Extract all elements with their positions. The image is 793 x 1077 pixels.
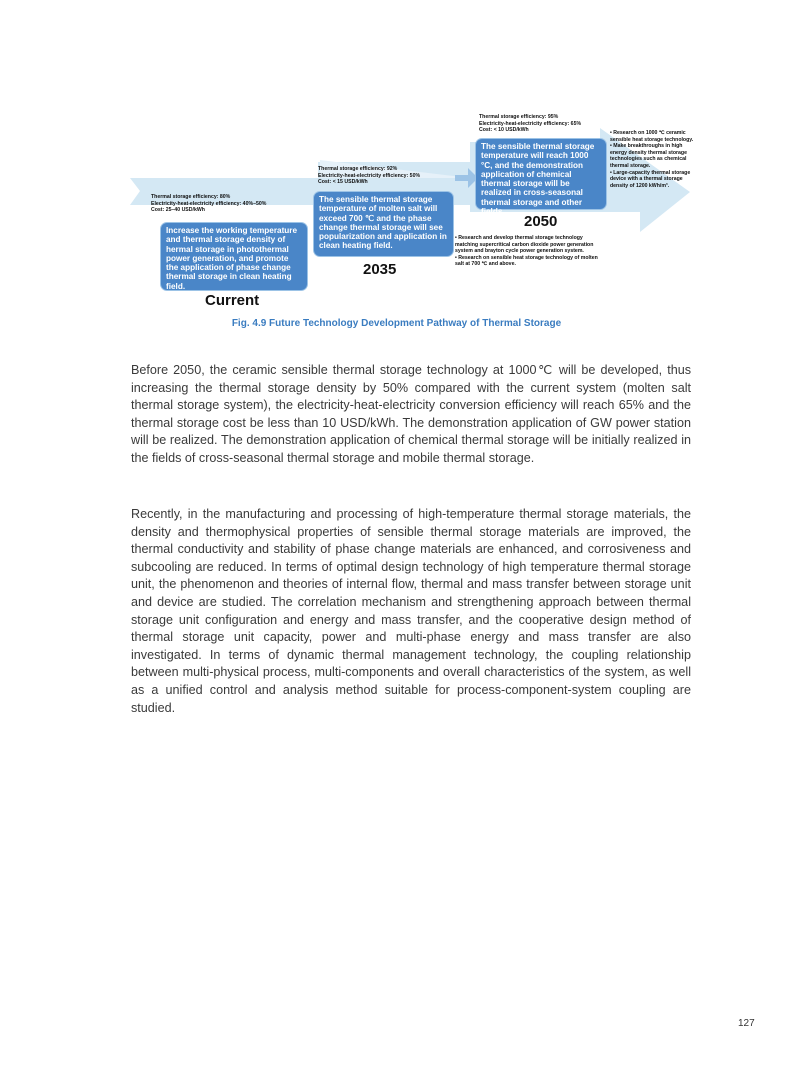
2035-label: 2035 <box>363 261 397 278</box>
bullet-item: • Make breakthroughs in high energy density thermal storage technologies such as chemical thermal storage. <box>610 143 687 169</box>
2035-bullets <box>455 235 605 268</box>
2035-stats <box>318 166 420 186</box>
2050-box: The sensible thermal storage temperature will reach 1000 °C, and the demonstration application of chemical thermal storage will be realized in cross-seasonal thermal storage and other fields. <box>475 138 607 210</box>
2050-bullets <box>610 130 696 189</box>
2050-stats <box>479 114 581 134</box>
bullet-item: • Research and develop thermal storage technology matching supercritical carbon dioxide power generation system and brayton cycle power generation system. <box>455 235 594 255</box>
bullet-item: • Research on sensible heat storage technology of molten salt at 700 ℃ and above. <box>455 254 598 268</box>
stat-line: Thermal storage efficiency: 92% <box>318 166 398 172</box>
pathway-figure <box>0 0 793 320</box>
paragraph-2: Recently, in the manufacturing and processing of high-temperature thermal storage materials, the density and thermophysical properties of sensible thermal storage materials are improved, the thermal conductivity and stability of phase change materials are enhanced, and corrosiveness and subcooling are reduced. In terms of optimal design technology of high temperature thermal storage unit, the phenomenon and theories of internal flow, thermal and mass transfer between storage unit and device are studied. The correlation mechanism and strengthening approach between thermal storage unit configuration and energy and mass transfer, and the cooperative design method of thermal storage unit capacity, power and multi-phase energy and mass transfer are also investigated. In terms of dynamic thermal management technology, the coupling relationship between multi-physical process, multi-components and overall characteristics of the system, as well as a unified control and analysis method suitable for process-component-system coupling are studied. <box>131 507 691 715</box>
stat-line: Electricity-heat-electricity efficiency: 65% <box>479 120 582 127</box>
current-label: Current <box>205 292 260 309</box>
stat-line: Thermal storage efficiency: 80% <box>151 194 231 200</box>
stat-line: Electricity-heat-electricity efficiency: 50% <box>318 172 421 179</box>
stat-line: Cost: 25–40 USD/kWh <box>151 207 205 213</box>
bullet-item: • Large-capacity thermal storage device with a thermal storage density of 1200 kWh/m³. <box>610 169 691 189</box>
stat-line: Cost: < 15 USD/kWh <box>318 179 368 185</box>
2035-box: The sensible thermal storage temperature of molten salt will exceed 700 ℃ and the phase change thermal storage will see popularization and application in clean heating field. <box>313 191 454 257</box>
stat-line: Thermal storage efficiency: 95% <box>479 114 559 120</box>
stat-line: Electricity-heat-electricity efficiency: 40%–50% <box>151 200 267 207</box>
stat-line: Cost: < 10 USD/kWh <box>479 127 529 133</box>
current-stats <box>151 194 266 214</box>
current-box: Increase the working temperature and thermal storage density of hermal storage in photothermal power generation, and promote the application of phase change thermal storage in clean heating field. <box>160 222 308 291</box>
paragraph-1: Before 2050, the ceramic sensible thermal storage technology at 1000℃ will be developed, thus increasing the thermal storage density by 50% compared with the current system (molten salt thermal storage system), the electricity-heat-electricity conversion efficiency will reach 65% and the thermal storage cost be less than 10 USD/kWh. The demonstration application of GW power station will be realized. The demonstration application of chemical thermal storage will be initially realized in the fields of cross-seasonal thermal storage and mobile thermal storage. <box>131 363 691 465</box>
2050-label: 2050 <box>524 213 558 230</box>
figure-caption: Fig. 4.9 Future Technology Development Pathway of Thermal Storage <box>231 318 562 329</box>
bullet-item: • Research on 1000 ℃ ceramic sensible heat storage technology. <box>610 130 694 143</box>
page-number: 127 <box>738 1018 755 1029</box>
